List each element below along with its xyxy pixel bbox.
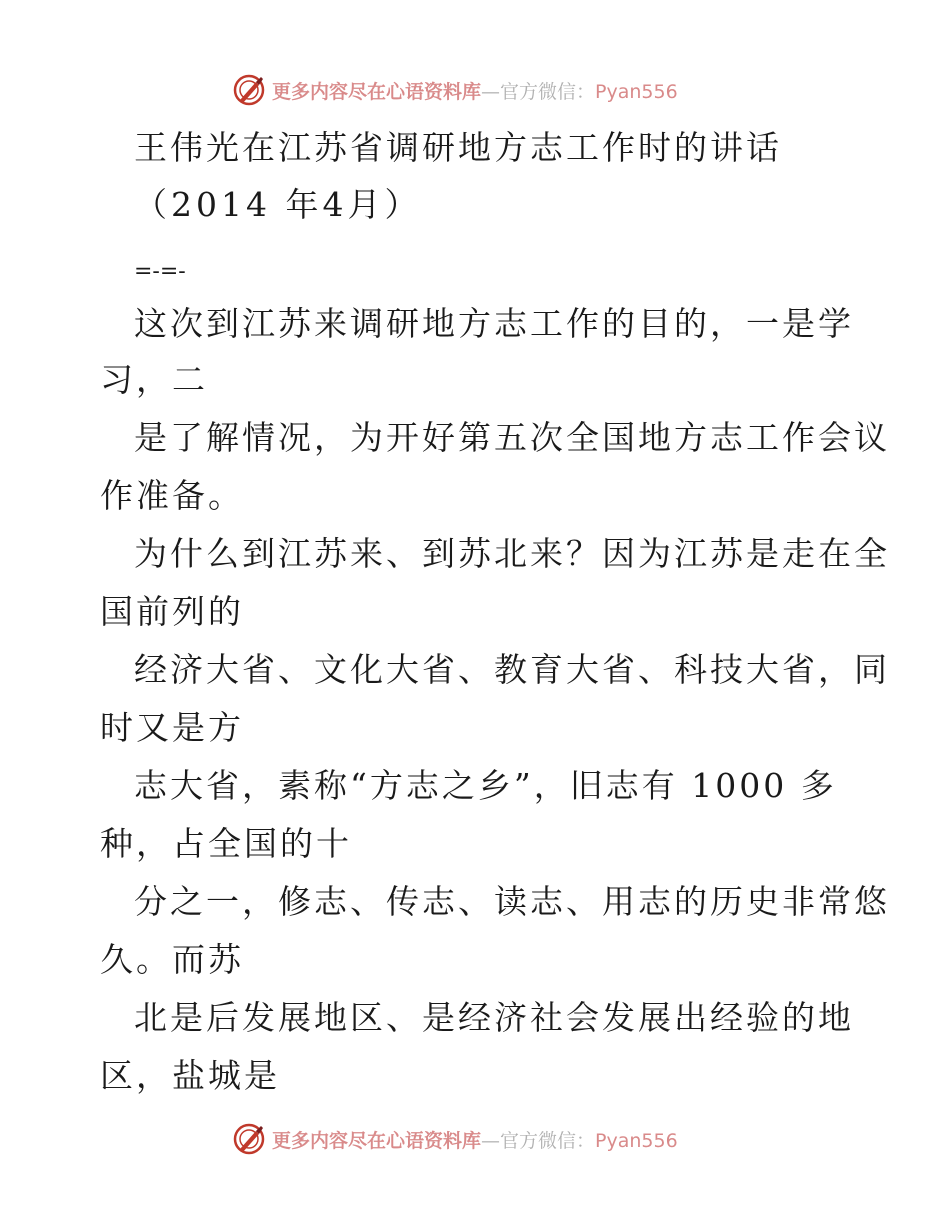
body-line: 是了解情况，为开好第五次全国地方志工作会议 [134, 418, 890, 457]
body-line: 种，占全国的十 [100, 824, 352, 863]
watermark-text [272, 77, 678, 104]
body-line: 为什么到江苏来、到苏北来？因为江苏是走在全 [134, 534, 890, 573]
pen-logo-icon [232, 73, 266, 107]
watermark-site: 更多内容尽在心语资料库 [272, 80, 482, 103]
body-line: 时又是方 [100, 708, 244, 747]
document-title: 王伟光在江苏省调研地方志工作时的讲话 [134, 128, 782, 167]
watermark-id: Pyan556 [595, 1129, 678, 1152]
header-watermark [232, 72, 752, 108]
body-line: 这次到江苏来调研地方志工作的目的，一是学 [134, 304, 854, 343]
body-line: 习，二 [100, 360, 208, 399]
body-line: 国前列的 [100, 592, 244, 631]
body-line: 区，盐城是 [100, 1056, 280, 1095]
pen-logo-icon [232, 1122, 266, 1156]
separator-mark: =-=- [134, 259, 186, 284]
watermark-dash: — [481, 80, 501, 103]
document-date: （2014 年4月） [134, 185, 422, 224]
body-line: 分之一，修志、传志、读志、用志的历史非常悠 [134, 882, 890, 921]
body-line: 经济大省、文化大省、教育大省、科技大省，同 [134, 650, 890, 689]
watermark-official: 官方微信： [500, 1129, 596, 1152]
footer-watermark [232, 1121, 752, 1157]
body-line: 北是后发展地区、是经济社会发展出经验的地 [134, 998, 854, 1037]
body-line: 久。而苏 [100, 940, 244, 979]
watermark-site: 更多内容尽在心语资料库 [272, 1129, 482, 1152]
body-line: 作准备。 [100, 476, 244, 515]
watermark-id: Pyan556 [595, 80, 678, 103]
body-line: 志大省，素称“方志之乡”，旧志有 1000 多 [134, 766, 837, 805]
watermark-dash: — [481, 1129, 501, 1152]
watermark-official: 官方微信： [500, 80, 596, 103]
watermark-text [272, 1126, 678, 1153]
